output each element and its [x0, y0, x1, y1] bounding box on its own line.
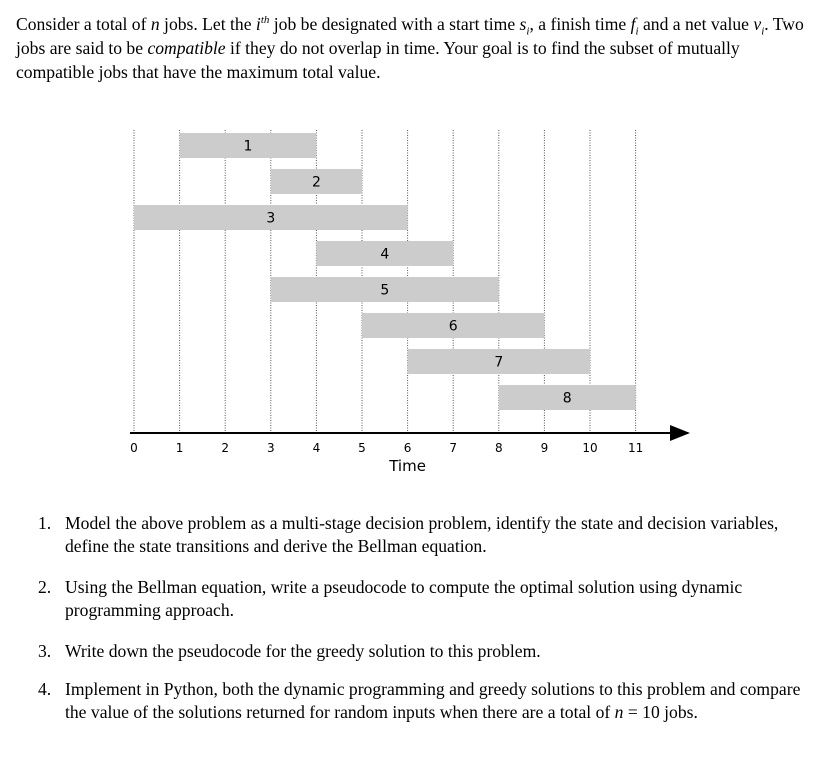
- problem-intro: [16, 12, 806, 84]
- math-subscript-i: i: [635, 25, 639, 38]
- question-text: Implement in Python, both the dynamic programming and greedy solutions to this problem and compare the value of the solutions returned for random inputs when there are a total of: [65, 679, 801, 722]
- job-label: 4: [380, 246, 390, 263]
- job-label: 3: [266, 210, 276, 227]
- tick-label: 1: [175, 441, 184, 455]
- chart-svg: [100, 128, 700, 478]
- math-i: i: [255, 14, 261, 34]
- question-item: [38, 640, 804, 663]
- question-number: 4.: [38, 679, 52, 699]
- math-subscript-i: i: [761, 25, 765, 38]
- tick-label: 7: [449, 441, 458, 455]
- math-s: s: [519, 14, 527, 34]
- job-label: 1: [243, 138, 253, 155]
- math-n: n: [614, 702, 624, 722]
- tick-label: 10: [582, 441, 598, 455]
- math-v: v: [753, 14, 762, 34]
- question-text: = 10 jobs.: [623, 702, 698, 722]
- job-label: 5: [380, 282, 390, 299]
- intro-text: , a finish time: [529, 14, 631, 34]
- math-f: f: [630, 14, 636, 34]
- question-item: [38, 678, 804, 724]
- question-number: 1.: [38, 513, 52, 533]
- compatible-term: compatible: [147, 38, 226, 58]
- x-axis-label: Time: [389, 457, 426, 475]
- intro-text: jobs. Let the: [159, 14, 256, 34]
- job-schedule-chart: [100, 128, 700, 478]
- intro-text: if they do not overlap in time. Your goal is to find the subset of mutually compatible jobs that have the maximum total value.: [16, 38, 740, 82]
- time-axis: [130, 433, 688, 475]
- tick-label: 11: [627, 441, 644, 455]
- math-subscript-i: i: [526, 25, 530, 38]
- job-bars: [134, 133, 636, 410]
- question-item: [38, 576, 804, 622]
- tick-label: 2: [221, 441, 230, 455]
- intro-text: . Two jobs are said to be: [16, 14, 804, 58]
- tick-label: 8: [494, 441, 503, 455]
- tick-label: 9: [540, 441, 549, 455]
- job-label: 6: [448, 318, 458, 335]
- question-item: [38, 512, 804, 558]
- tick-label: 6: [403, 441, 412, 455]
- tick-label: 0: [130, 441, 138, 455]
- math-th-superscript: th: [260, 14, 270, 27]
- question-number: 2.: [38, 577, 52, 597]
- question-list: [38, 512, 804, 742]
- tick-label: 4: [312, 441, 321, 455]
- tick-label: 5: [358, 441, 366, 455]
- tick-label: 3: [266, 441, 275, 455]
- job-label: 7: [494, 354, 504, 371]
- intro-text: job be designated with a start time: [269, 14, 520, 34]
- math-n: n: [150, 14, 160, 34]
- intro-text: Consider a total of: [16, 14, 151, 34]
- job-label: 2: [311, 174, 321, 191]
- question-text: Model the above problem as a multi-stage decision problem, identify the state and decision variables, define the state transitions and derive the Bellman equation.: [65, 513, 779, 556]
- question-text: Write down the pseudocode for the greedy solution to this problem.: [65, 641, 541, 661]
- question-text: Using the Bellman equation, write a pseudocode to compute the optimal solution using dynamic programming approach.: [65, 577, 743, 620]
- job-label: 8: [562, 390, 572, 407]
- intro-text: and a net value: [638, 14, 754, 34]
- question-number: 3.: [38, 641, 52, 661]
